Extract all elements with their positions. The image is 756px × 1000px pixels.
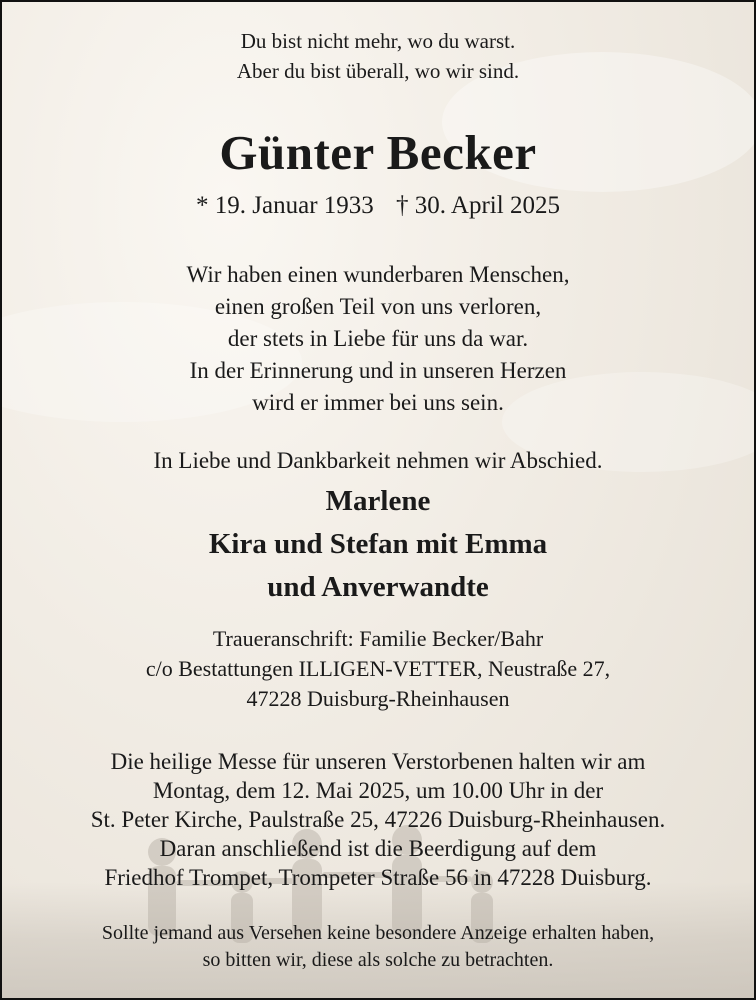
poem-line: In der Erinnerung und in unseren Herzen: [189, 358, 567, 383]
mourner: Marlene: [325, 485, 431, 517]
address-line: Traueranschrift: Familie Becker/Bahr: [212, 626, 544, 651]
service-line: St. Peter Kirche, Paulstraße 25, 47226 Duisburg-Rheinhausen.: [90, 807, 666, 832]
note-line: Sollte jemand aus Versehen keine besondere Anzeige erhalten haben,: [101, 922, 655, 944]
quote-line: Du bist nicht mehr, wo du warst.: [240, 29, 516, 53]
funeral-service-info: [2, 747, 754, 892]
service-line: Die heilige Messe für unseren Verstorbenen halten wir am: [110, 749, 646, 774]
death-date: † 30. April 2025: [396, 192, 560, 219]
birth-date: * 19. Januar 1933: [196, 192, 374, 219]
opening-quote: [2, 26, 754, 86]
mourning-address: [2, 624, 754, 714]
poem-line: Wir haben einen wunderbaren Menschen,: [186, 262, 570, 287]
service-line: Montag, dem 12. Mai 2025, um 10.00 Uhr in der: [152, 778, 604, 803]
address-line: 47228 Duisburg-Rheinhausen: [246, 686, 510, 711]
poem-line: der stets in Liebe für uns da war.: [227, 326, 529, 351]
poem-line: einen großen Teil von uns verloren,: [214, 294, 542, 319]
life-dates: [2, 192, 754, 220]
closing-note: [2, 920, 754, 974]
mourner: Kira und Stefan mit Emma: [208, 528, 548, 560]
address-line: c/o Bestattungen ILLIGEN-VETTER, Neustraße 27,: [145, 656, 611, 681]
poem-line: wird er immer bei uns sein.: [252, 390, 504, 415]
service-line: Daran anschließend ist die Beerdigung auf dem: [159, 836, 597, 861]
farewell-line: In Liebe und Dankbarkeit nehmen wir Abschied.: [153, 448, 603, 473]
memorial-poem: [2, 259, 754, 419]
note-line: so bitten wir, diese als solche zu betrachten.: [202, 949, 554, 971]
service-line: Friedhof Trompet, Trompeter Straße 56 in 47228 Duisburg.: [104, 865, 652, 890]
mourner: und Anverwandte: [267, 571, 489, 603]
mourners-list: [2, 480, 754, 609]
deceased-name: Günter Becker: [219, 125, 537, 180]
quote-line: Aber du bist überall, wo wir sind.: [236, 59, 520, 83]
